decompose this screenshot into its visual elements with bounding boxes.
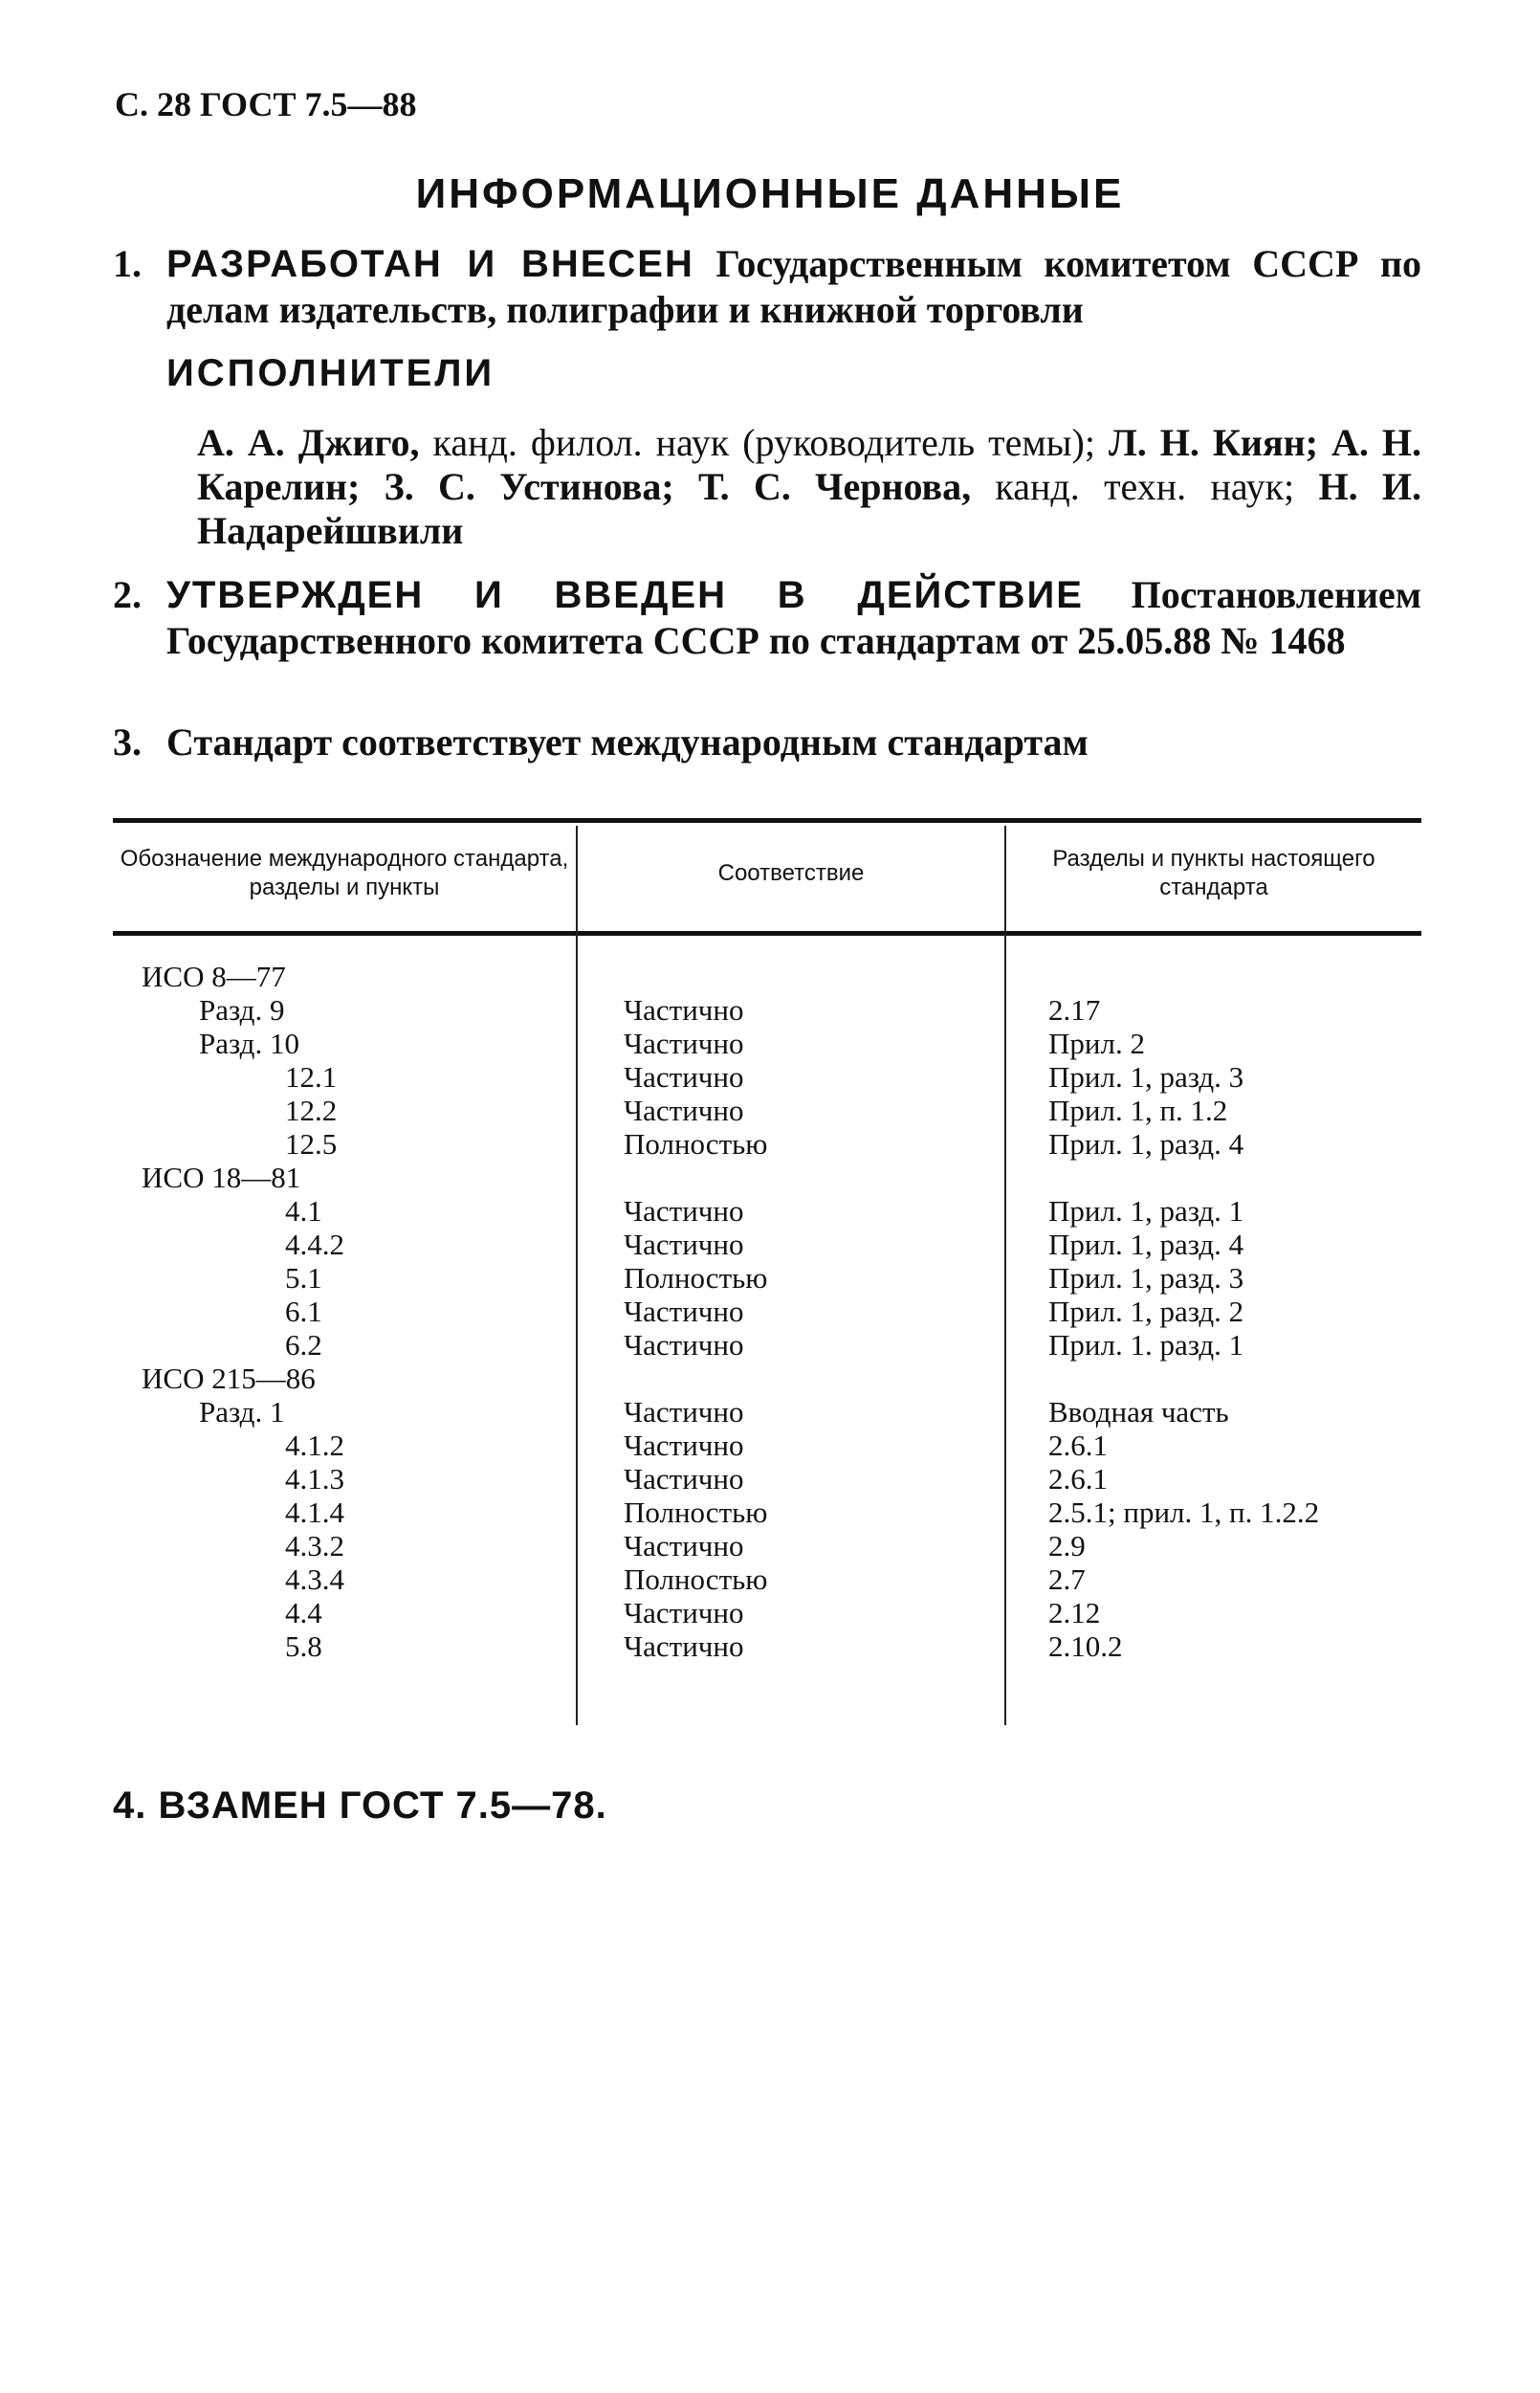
- section-2: [113, 572, 1421, 664]
- section-3: [113, 720, 1421, 765]
- table-cell: Прил. 1, разд. 4: [1048, 1228, 1244, 1261]
- executor-lead-degree: канд. филол. наук (руководитель темы);: [419, 421, 1095, 464]
- table-cell: Частично: [624, 1060, 744, 1094]
- section-2-text: Постановлением Государственного комитета СССР по стандартам от 25.05.88 № 1468: [166, 573, 1422, 662]
- table-cell: Прил. 1, разд. 1: [1048, 1194, 1244, 1228]
- table-cell: [1048, 1161, 1421, 1194]
- table-top-rule: [113, 818, 1421, 823]
- table-cell: Частично: [624, 1395, 744, 1429]
- table-cell: Частично: [624, 1462, 744, 1496]
- table-cell: Частично: [624, 993, 744, 1027]
- table-cell: Прил. 2: [1048, 1027, 1145, 1060]
- section-4: [113, 1784, 607, 1828]
- table-cell: Полностью: [624, 1261, 768, 1295]
- table-cell: Прил. 1, разд. 3: [1048, 1060, 1244, 1094]
- table-cell: Прил. 1. разд. 1: [1048, 1328, 1244, 1362]
- table-cell: 12.5: [285, 1127, 338, 1161]
- table-cell: 6.1: [285, 1295, 322, 1328]
- section-1-text: Государственным комитетом СССР по делам издательств, полиграфии и книжной торговли: [166, 242, 1421, 331]
- table-cell: Частично: [624, 1629, 744, 1663]
- table-cell: Частично: [624, 1328, 744, 1362]
- table-cell: Частично: [624, 1429, 744, 1462]
- table-cell: 5.8: [285, 1629, 322, 1663]
- table-cell: Полностью: [624, 1496, 768, 1529]
- section-2-number: 2.: [113, 573, 142, 616]
- table-cell: 12.2: [285, 1094, 338, 1127]
- table-header-rule: [113, 931, 1421, 936]
- column-correspondence: [624, 960, 1006, 1663]
- table-cell: 2.17: [1048, 993, 1101, 1027]
- table-divider-1: [576, 826, 578, 1725]
- table-cell: 4.1.4: [285, 1496, 344, 1529]
- table-cell: 4.4.2: [285, 1228, 344, 1261]
- table-cell: 4.3.2: [285, 1529, 344, 1562]
- table-cell: Частично: [624, 1194, 744, 1228]
- table-cell: 4.1.3: [285, 1462, 344, 1496]
- executor-group-degree: канд. техн. наук;: [971, 465, 1295, 508]
- table-cell: 4.1.2: [285, 1429, 344, 1462]
- section-3-text: Стандарт соответствует международным стандартам: [166, 720, 1089, 764]
- table-cell: Прил. 1, разд. 3: [1048, 1261, 1244, 1295]
- section-1-label: РАЗРАБОТАН И ВНЕСЕН: [166, 243, 694, 285]
- page-header: С. 28 ГОСТ 7.5—88: [115, 85, 417, 123]
- table-cell: [1048, 1362, 1421, 1395]
- table-cell: [1048, 960, 1421, 993]
- table-cell: Частично: [624, 1596, 744, 1629]
- table-cell: 2.5.1; прил. 1, п. 1.2.2: [1048, 1496, 1320, 1529]
- header-correspondence: Соответствие: [717, 860, 865, 886]
- table-cell: 2.6.1: [1048, 1429, 1108, 1462]
- table-cell: Частично: [624, 1027, 744, 1060]
- table-cell: 2.12: [1048, 1596, 1101, 1629]
- table-cell: ИСО 8—77: [142, 960, 286, 993]
- table-cell: Вводная часть: [1048, 1395, 1229, 1429]
- table-cell: Прил. 1, разд. 4: [1048, 1127, 1244, 1161]
- table-cell: [624, 1161, 1006, 1194]
- table-cell: 6.2: [285, 1328, 322, 1362]
- section-4-number: 4.: [113, 1784, 147, 1827]
- table-cell: Полностью: [624, 1562, 768, 1596]
- document-title: ИНФОРМАЦИОННЫЕ ДАННЫЕ: [415, 170, 1125, 217]
- table-cell: 4.1: [285, 1194, 322, 1228]
- table-cell: [624, 960, 1006, 993]
- section-2-label: УТВЕРЖДЕН И ВВЕДЕН В ДЕЙСТВИЕ: [166, 574, 1084, 616]
- table-cell: Разд. 1: [199, 1395, 285, 1429]
- table-cell: 4.4: [285, 1596, 322, 1629]
- table-cell: ИСО 18—81: [142, 1161, 301, 1194]
- column-intl-standard: [142, 960, 457, 1663]
- standards-table: [113, 818, 1421, 1732]
- executors-heading: ИСПОЛНИТЕЛИ: [166, 352, 495, 394]
- column-local-sections: [1048, 960, 1421, 1663]
- executor-last: Н. И. Надарейшвили: [197, 465, 1421, 552]
- table-cell: Разд. 9: [199, 993, 285, 1027]
- header-local-sections: Разделы и пункты настоящего стандарта: [1052, 846, 1375, 900]
- header-intl-standard: Обозначение международного стандарта, разделы и пункты: [120, 846, 569, 900]
- table-cell: Полностью: [624, 1127, 768, 1161]
- executor-lead: А. А. Джиго,: [197, 421, 420, 464]
- table-cell: ИСО 215—86: [142, 1362, 316, 1395]
- executor-group: Л. Н. Киян; А. Н. Карелин; З. С. Устинова; Т. С. Чернова,: [197, 421, 1422, 508]
- section-1: [113, 241, 1421, 333]
- table-cell: 2.7: [1048, 1562, 1086, 1596]
- table-cell: Частично: [624, 1228, 744, 1261]
- table-cell: Частично: [624, 1295, 744, 1328]
- table-cell: Прил. 1, п. 1.2: [1048, 1094, 1228, 1127]
- table-cell: 2.6.1: [1048, 1462, 1108, 1496]
- section-4-text: ВЗАМЕН ГОСТ 7.5—78.: [158, 1784, 607, 1827]
- table-cell: Разд. 10: [199, 1027, 299, 1060]
- table-cell: Частично: [624, 1094, 744, 1127]
- table-cell: 4.3.4: [285, 1562, 344, 1596]
- table-cell: Частично: [624, 1529, 744, 1562]
- table-cell: Прил. 1, разд. 2: [1048, 1295, 1244, 1328]
- table-cell: 2.9: [1048, 1529, 1086, 1562]
- section-3-number: 3.: [113, 720, 142, 764]
- section-1-number: 1.: [113, 242, 142, 285]
- table-cell: [624, 1362, 1006, 1395]
- table-cell: 2.10.2: [1048, 1629, 1123, 1663]
- table-cell: 12.1: [285, 1060, 338, 1094]
- executors-list: [197, 421, 1421, 553]
- table-cell: 5.1: [285, 1261, 322, 1295]
